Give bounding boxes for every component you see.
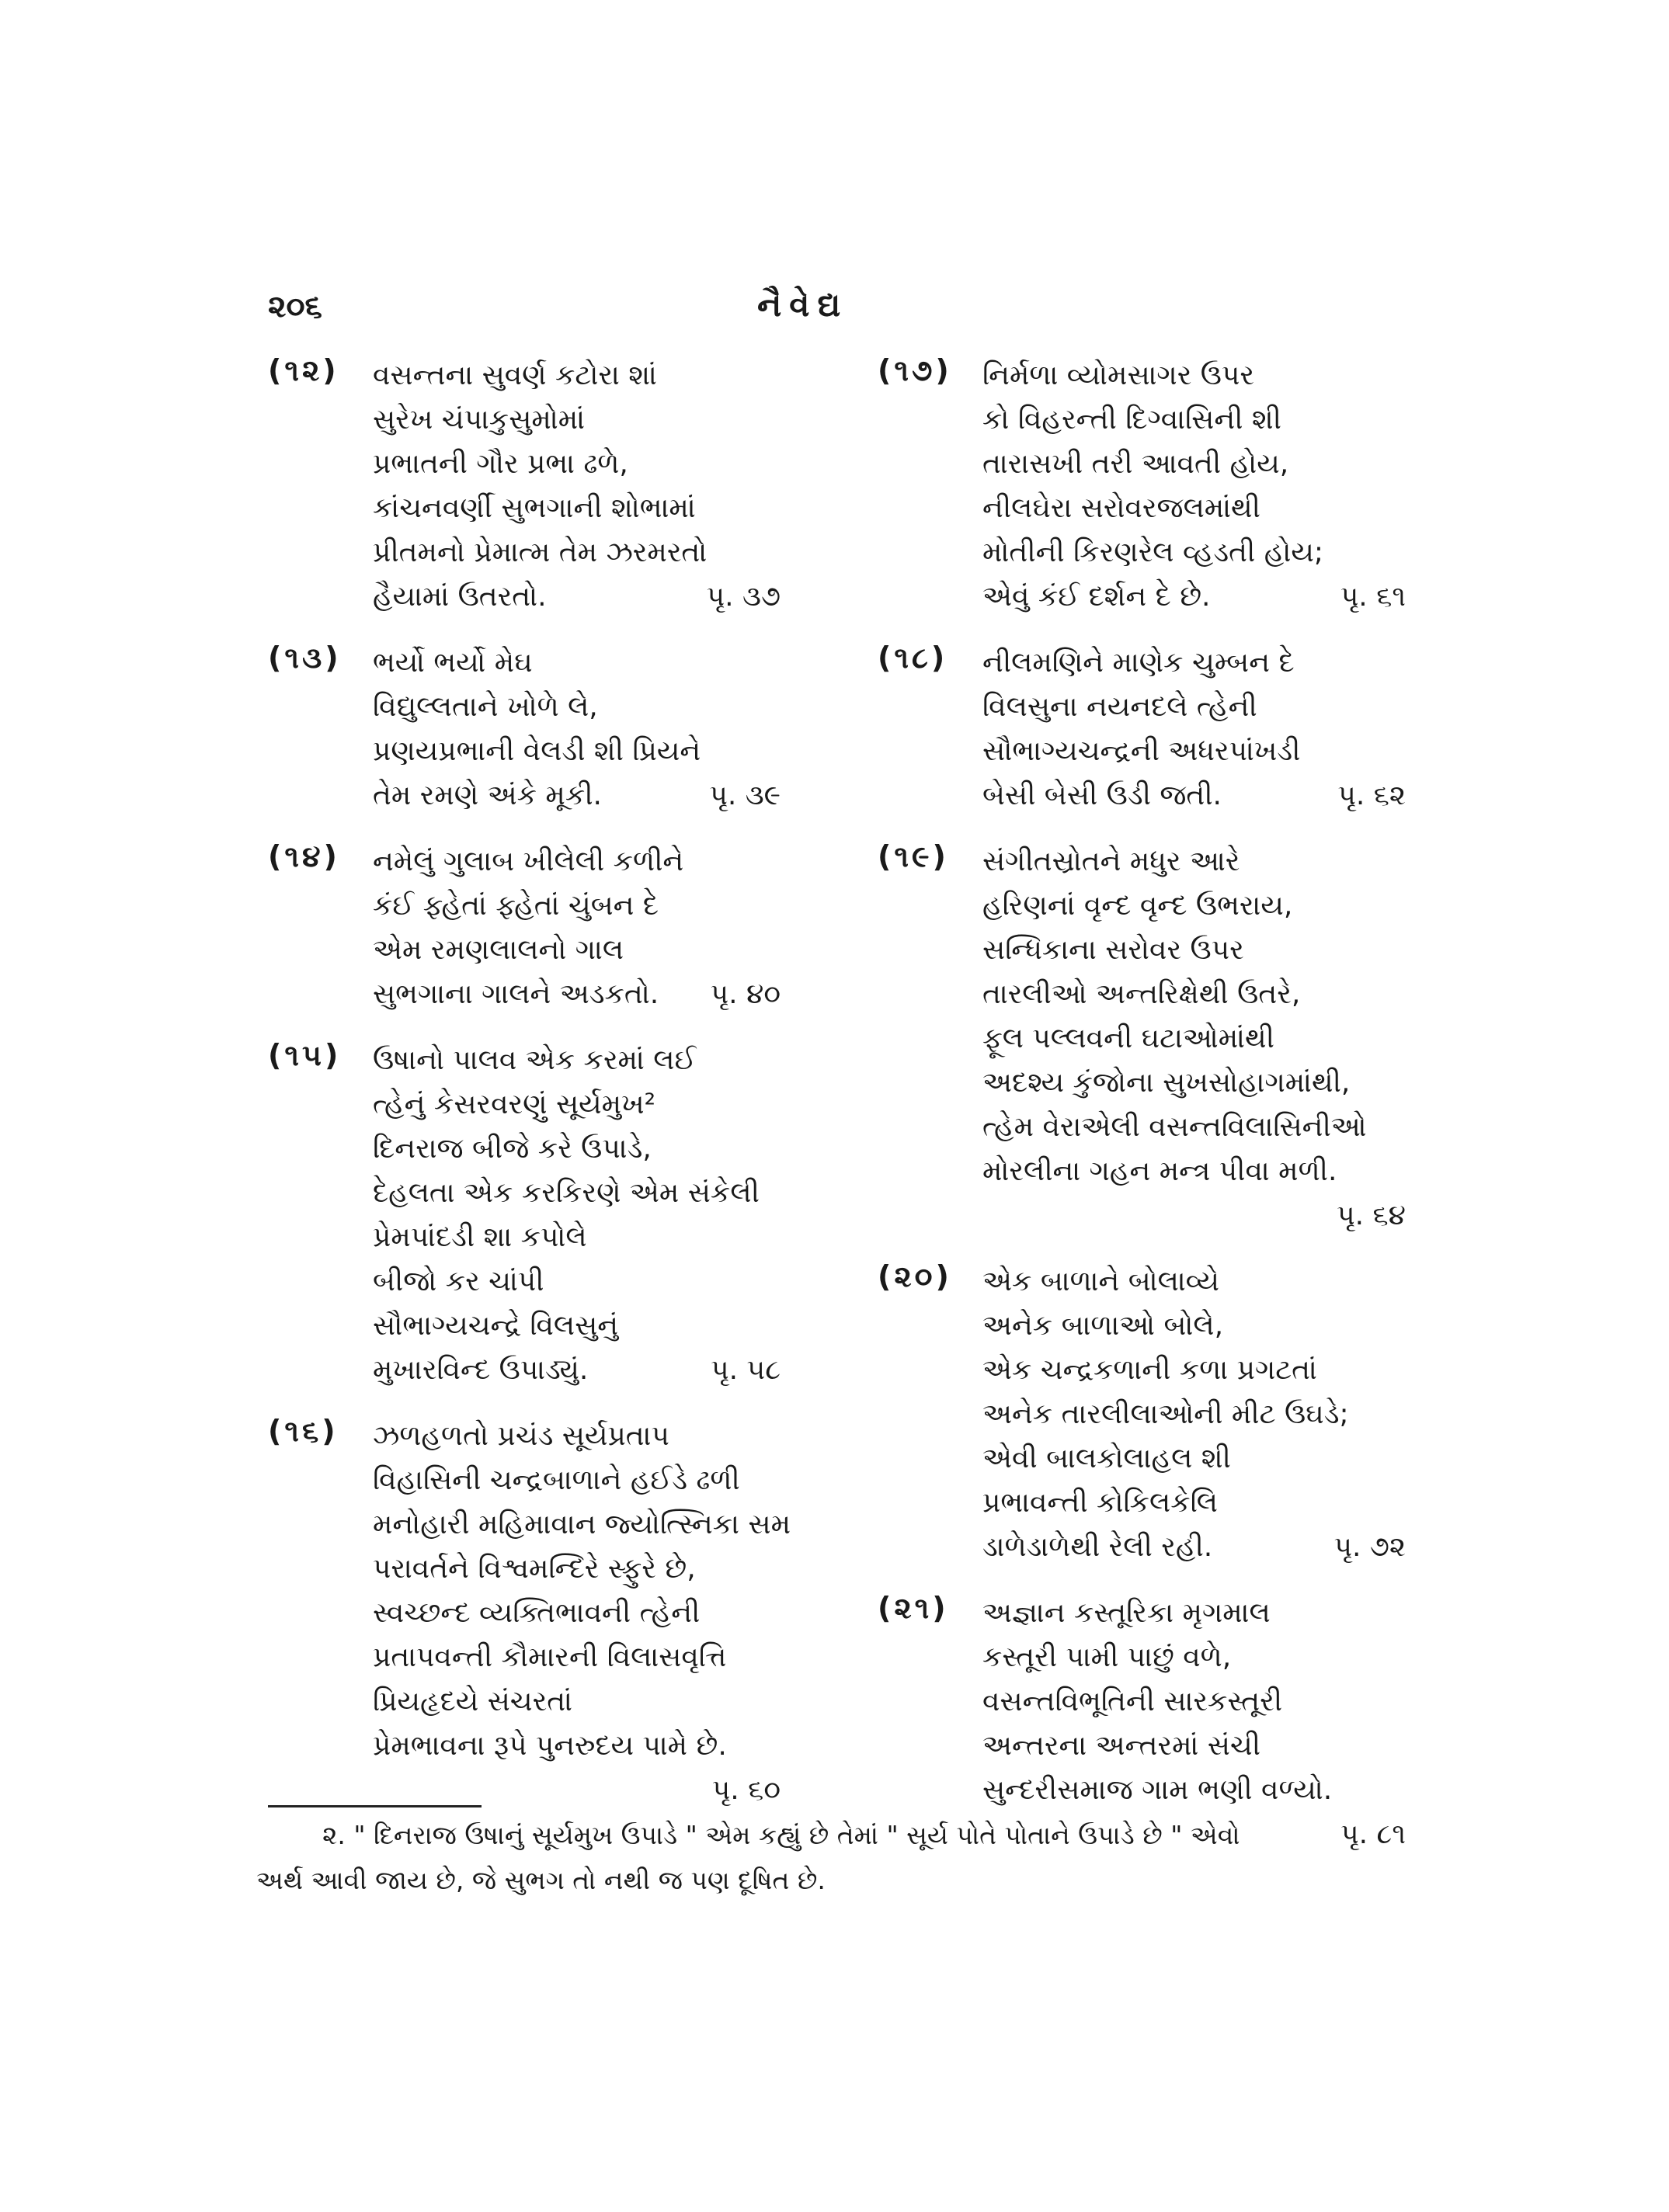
poem-block (878, 353, 1406, 619)
poem-line: એમ રમણલાલનો ગાલ (373, 934, 624, 966)
poem-block (878, 839, 1406, 1238)
poem-block (268, 1414, 791, 1812)
poem-line: સન્ધિકાના સરોવર ઉપર (982, 934, 1244, 966)
poem-block (268, 839, 781, 1016)
poem-line: દેહલતા એક કરકિરણે એમ સંકેલી (373, 1177, 760, 1209)
page-reference: પૃ. ૬૪ (1337, 1200, 1406, 1231)
poem-number: (૨૧) (878, 1591, 949, 1625)
poem-lines (982, 1591, 1406, 1812)
poem-line: દિનરાજ બીજે કરે ઉપાડે, (373, 1133, 652, 1165)
poem-line: પ્રણયપ્રભાની વેલડી શી પ્રિયને (373, 735, 701, 767)
poem-line: હૈયામાં ઉતરતો. (373, 581, 547, 613)
poem-line: વિલસુના નયનદલે ત્હેની (982, 691, 1257, 723)
poem-number: (૧૨) (268, 353, 339, 387)
poem-line: સ્વચ્છન્દ વ્યક્તિભાવની ત્હેની (373, 1597, 701, 1629)
page-reference: પૃ. ૬૨ (1337, 780, 1406, 811)
poem-line: પરાવર્તને વિશ્વમન્દિરે સ્ફુરે છે, (373, 1553, 696, 1585)
poem-line: એવી બાલકોલાહલ શી (982, 1443, 1231, 1474)
page-reference: પૃ. ૩૭ (706, 581, 781, 613)
footnote (256, 1813, 1406, 1903)
poem-line: મોરલીના ગહન મન્ત્ર પીવા મળી. (982, 1155, 1337, 1187)
poem-line: પ્રભાવન્તી કોકિલકેલિ (982, 1487, 1219, 1519)
page-reference: પૃ. ૭૨ (1333, 1531, 1406, 1563)
poem-line: તારાસખી તરી આવતી હોય, (982, 448, 1289, 480)
poem-block (878, 641, 1406, 818)
poem-line: મનોહારી મહિમાવાન જ્યોત્સ્નિકા સમ (373, 1509, 791, 1540)
poem-line: પ્રભાતની ગૌર પ્રભા ઢળે, (373, 448, 628, 480)
poem-line: પ્રેમપાંદડી શા કપોલે (373, 1221, 587, 1253)
poem-block (268, 641, 781, 818)
poem-number: (૧૪) (268, 839, 340, 873)
running-title: નૈવેદ્ય (757, 286, 849, 324)
footnote-line-2: અર્થ આવી જાય છે, જે સુભગ તો નથી જ પણ દૂષિત છે. (256, 1865, 826, 1895)
poem-line: વસન્તવિભૂતિની સારકસ્તૂરી (982, 1686, 1283, 1717)
poem-line: ભર્યો ભર્યો મેઘ (373, 647, 533, 679)
poem-line: પ્રેમભાવના રૂપે પુનરુદય પામે છે. (373, 1730, 727, 1762)
poem-line: કસ્તૂરી પામી પાછું વળે, (982, 1641, 1232, 1673)
poem-line: ઝળહળતો પ્રચંડ સૂર્યપ્રતાપ (373, 1420, 669, 1452)
poem-lines (982, 839, 1406, 1193)
poem-line: સંગીતસ્રોતને મધુર આરે (982, 846, 1240, 877)
poem-line: કંઈ ફ્હેતાં ફ્હેતાં ચુંબન દે (373, 890, 659, 922)
poem-block (268, 353, 781, 619)
poem-line: નિર્મળા વ્યોમસાગર ઉપર (982, 359, 1254, 391)
poem-line: કો વિહરન્તી દિગ્વાસિની શી (982, 404, 1281, 436)
poem-line: એવું કંઈ દર્શન દે છે. (982, 581, 1211, 613)
page-reference: પૃ. ૬૦ (711, 1774, 781, 1806)
poem-line: સુન્દરીસમાજ ગામ ભણી વળ્યો. (982, 1774, 1333, 1806)
page-reference: પૃ. ૪૦ (710, 978, 781, 1010)
poem-line: વસન્તના સુવર્ણ કટોરા શાં (373, 359, 657, 391)
poem-line: પ્રીતમનો પ્રેમાત્મ તેમ ઝરમરતો (373, 537, 708, 568)
poem-number: (૧૯) (878, 839, 949, 873)
poem-line: તેમ રમણે અંકે મૂકી. (373, 780, 603, 811)
poem-line: ત્હેનું કેસરવરણું સૂર્યમુખ² (373, 1089, 656, 1120)
poem-line: અન્તરના અન્તરમાં સંચી (982, 1730, 1261, 1762)
poem-lines (373, 1038, 781, 1392)
page-number: ૨૦૬ (268, 289, 322, 325)
poem-line: એક ચન્દ્રકળાની કળા પ્રગટતાં (982, 1354, 1317, 1386)
poem-number: (૨૦) (878, 1259, 952, 1294)
poem-block (268, 1038, 781, 1392)
page-reference: પૃ. ૩૯ (709, 780, 781, 811)
page-reference: પૃ. ૮૧ (1340, 1818, 1406, 1850)
right-column (878, 353, 1406, 1856)
poem-block (878, 1259, 1406, 1569)
poem-line: સુરેખ ચંપાકુસુમોમાં (373, 404, 586, 436)
poem-line: નીલમણિને માણેક ચુમ્બન દે (982, 647, 1295, 679)
footnote-line-1: ૨. " દિનરાજ ઉષાનું સૂર્યમુખ ઉપાડે " એમ કહ્યું છે તેમાં " સૂર્ય પોતે પોતાને ઉપાડે છે " એવો (322, 1820, 1240, 1850)
poem-line: મુખારવિન્દ ઉપાડ્યું. (373, 1354, 589, 1386)
footnote-rule (268, 1805, 482, 1807)
poem-line: એક બાળાને બોલાવ્યે (982, 1266, 1219, 1297)
poem-line: બીજો કર ચાંપી (373, 1266, 544, 1297)
poem-line: અનેક બાળાઓ બોલે, (982, 1310, 1224, 1342)
poem-lines (373, 1414, 791, 1768)
page-reference: પૃ. ૫૮ (711, 1354, 781, 1386)
poem-line: સૌભાગ્યચન્દ્રે વિલસુનું (373, 1310, 619, 1342)
poem-line: વિહાસિની ચન્દ્રબાળાને હઈડે ઢળી (373, 1464, 740, 1496)
poem-line: તારલીઓ અન્તરિક્ષેથી ઉતરે, (982, 978, 1301, 1010)
poem-line: સુભગાના ગાલને અડકતો. (373, 978, 659, 1010)
poem-line: બેસી બેસી ઉડી જતી. (982, 780, 1222, 811)
poem-line: મોતીની કિરણરેલ વ્હડતી હોય; (982, 537, 1323, 568)
poem-line: પ્રતાપવન્તી કૌમારની વિલાસવૃત્તિ (373, 1641, 727, 1673)
poem-number: (૧૬) (268, 1414, 339, 1448)
left-column (268, 353, 791, 1812)
poem-number: (૧૭) (878, 353, 952, 387)
poem-line: ઉષાનો પાલવ એક કરમાં લઈ (373, 1044, 697, 1076)
poem-line: ત્હેમ વેરાએલી વસન્તવિલાસિનીઓ (982, 1111, 1367, 1143)
poem-line: કાંચનવર્ણી સુભગાની શોભામાં (373, 492, 696, 524)
page-reference: પૃ. ૬૧ (1340, 581, 1406, 613)
poem-line: અજ્ઞાન કસ્તૂરિકા મૃગમાલ (982, 1597, 1271, 1629)
poem-line: ડાળેડાળેથી રેલી રહી. (982, 1531, 1213, 1563)
poem-line: નીલઘેરા સરોવરજલમાંથી (982, 492, 1260, 524)
poem-line: સૌભાગ્યચન્દ્રની અધરપાંખડી (982, 735, 1301, 767)
poem-line: નમેલું ગુલાબ ખીલેલી કળીને (373, 846, 684, 877)
poem-line: અનેક તારલીલાઓની મીટ ઉઘડે; (982, 1398, 1349, 1430)
poem-number: (૧૮) (878, 641, 948, 675)
poem-number: (૧૫) (268, 1038, 342, 1072)
poem-line: અદશ્ય કુંજોના સુખસોહાગમાંથી, (982, 1067, 1351, 1099)
poem-lines (982, 1259, 1406, 1569)
poem-line: હરિણનાં વૃન્દ વૃન્દ ઉભરાય, (982, 890, 1293, 922)
poem-number: (૧૩) (268, 641, 342, 675)
poem-line: ફૂલ પલ્લવની ઘટાઓમાંથી (982, 1023, 1274, 1054)
poem-line: પ્રિયહૃદયે સંચરતાં (373, 1686, 572, 1717)
poem-line: વિદ્યુલ્લતાને ખોળે લે, (373, 691, 598, 723)
